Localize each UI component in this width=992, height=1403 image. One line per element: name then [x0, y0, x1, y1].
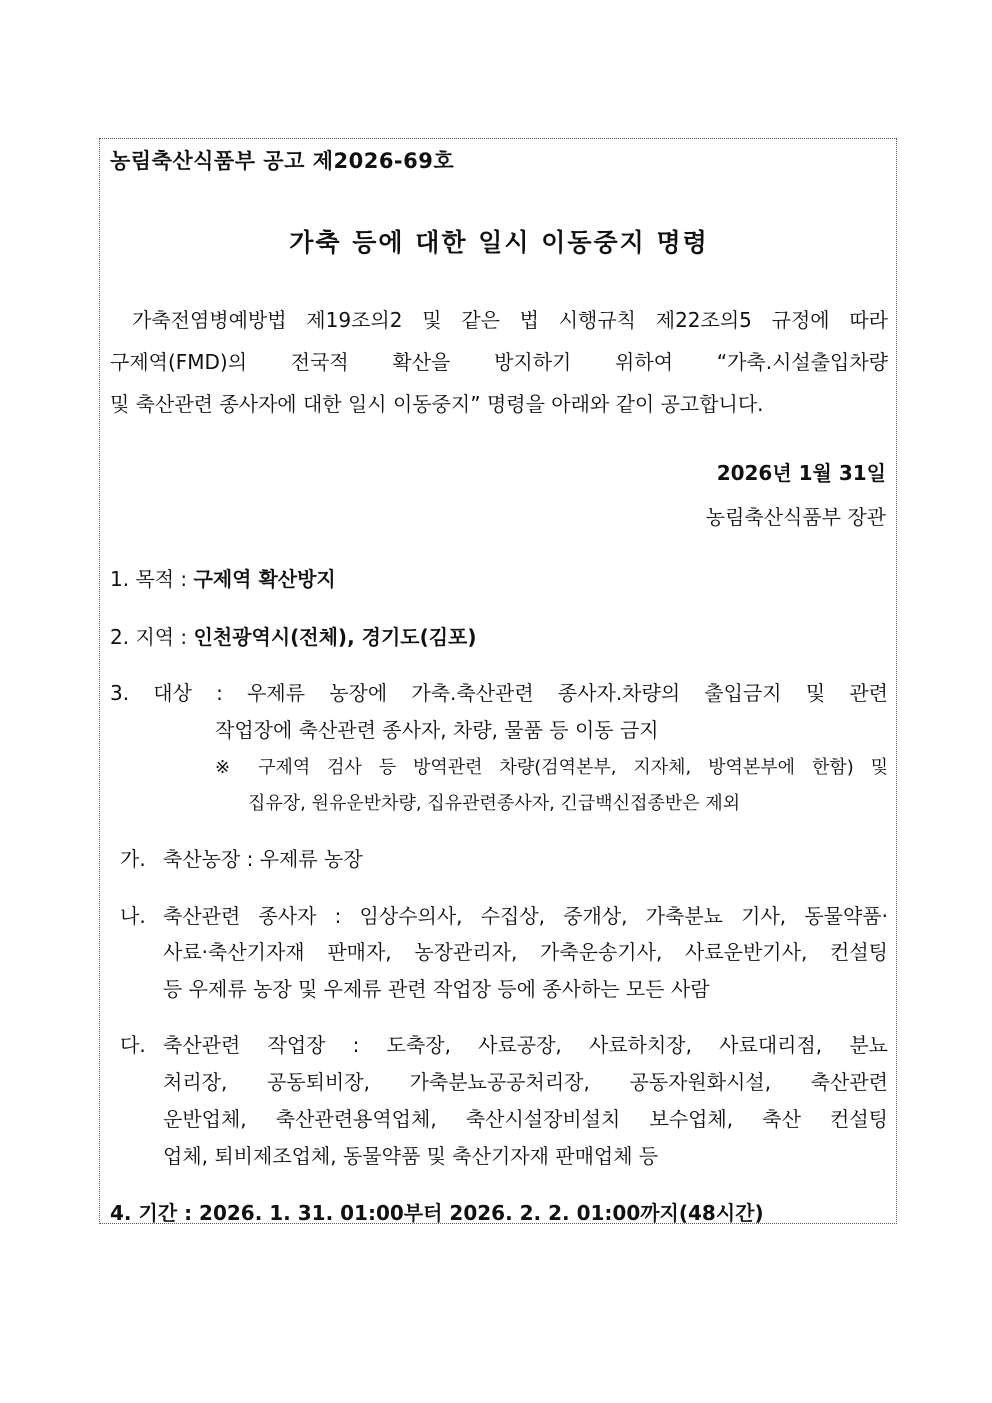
document-title: 가축 등에 대한 일시 이동중지 명령: [289, 228, 709, 257]
sub-da-line: 처리장, 공동퇴비장, 가축분뇨공공처리장, 공동자원화시설, 축산관련: [163, 1070, 888, 1094]
sub-da-label: 다.: [120, 1033, 146, 1057]
sub-ga-text: 축산농장 : 우제류 농장: [163, 847, 363, 871]
period: 4. 기간 : 2026. 1. 31. 01:00부터 2026. 2. 2. 01:00까지(48시간): [110, 1201, 764, 1225]
intro-paragraph: [110, 299, 888, 425]
sub-da-line: 축산관련 작업장 : 도축장, 사료공장, 사료하치장, 사료대리점, 분뇨: [163, 1033, 888, 1057]
sub-ga-label: 가.: [120, 847, 146, 871]
item-region: [110, 621, 477, 650]
region-value: 인천광역시(전체), 경기도(김포): [193, 625, 477, 649]
sub-da-line: 운반업체, 축산관련용역업체, 축산시설장비설치 보수업체, 축산 컨설팅: [163, 1107, 888, 1131]
sub-na-label: 나.: [120, 904, 146, 928]
notice-frame: [99, 138, 897, 1224]
intro-line: 가축전염병예방법 제19조의2 및 같은 법 시행규칙 제22조의5 규정에 따라: [132, 308, 888, 332]
sub-na-line: 등 우제류 농장 및 우제류 관련 작업장 등에 종사하는 모든 사람: [163, 977, 710, 1001]
target-line-2: 작업장에 축산관련 종사자, 차량, 물품 등 이동 금지: [215, 718, 659, 742]
purpose-value: 구제역 확산방지: [193, 567, 336, 591]
notice-number: 농림축산식품부 공고 제2026-69호: [110, 149, 455, 173]
region-label: 2. 지역 :: [110, 625, 194, 649]
sub-da-line: 업체, 퇴비제조업체, 동물약품 및 축산기자재 판매업체 등: [163, 1144, 659, 1168]
intro-line: 구제역(FMD)의 전국적 확산을 방지하기 위하여 “가축.시설출입차량: [110, 350, 888, 374]
sub-na-line: 축산관련 종사자 : 임상수의사, 수집상, 중개상, 가축분뇨 기사, 동물약품·: [163, 904, 888, 928]
exception-note-line-2: 집유장, 원유운반차량, 집유관련종사자, 긴급백신접종반은 제외: [248, 793, 741, 814]
exception-note-line-1: ※ 구제역 검사 등 방역관련 차량(검역본부, 지자체, 방역본부에 한함) 및: [215, 757, 888, 778]
issue-date: 2026년 1월 31일: [716, 461, 886, 485]
intro-line: 및 축산관련 종사자에 대한 일시 이동중지” 명령을 아래와 같이 공고합니다.: [110, 392, 764, 416]
sub-na-line: 사료·축산기자재 판매자, 농장관리자, 가축운송기사, 사료운반기사, 컨설팅: [163, 940, 888, 964]
item-purpose: [110, 563, 336, 592]
purpose-label: 1. 목적 :: [110, 567, 194, 591]
target-line-1: 3. 대상 : 우제류 농장에 가축.축산관련 종사자.차량의 출입금지 및 관련: [110, 681, 888, 705]
issuer-name: 농림축산식품부 장관: [705, 505, 886, 529]
